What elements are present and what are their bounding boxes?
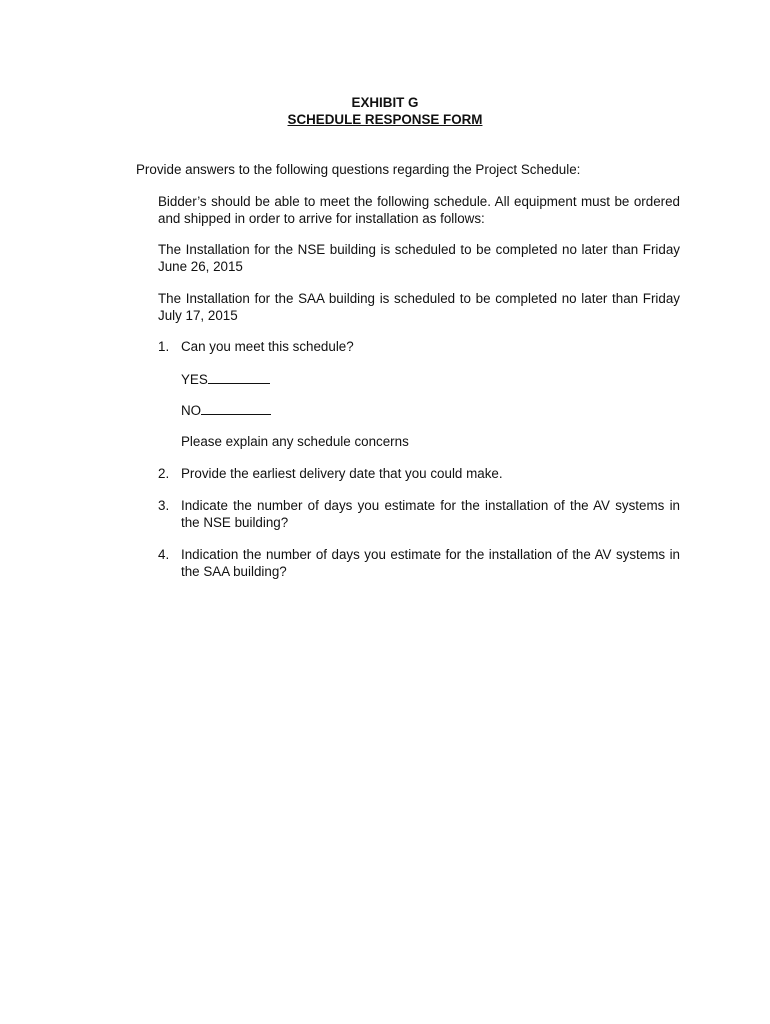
yes-label: YES (181, 372, 208, 387)
question-4-text: Indication the number of days you estimate for the installation of the AV systems in the SAA building? (181, 547, 680, 579)
explain-concerns-text: Please explain any schedule concerns (181, 434, 409, 449)
yes-answer-line (181, 370, 270, 388)
nse-installation-paragraph: The Installation for the NSE building is scheduled to be completed no later than Friday June 26, 2015 (158, 242, 680, 274)
yes-blank-field[interactable] (208, 370, 270, 384)
schedule-requirement-paragraph: Bidder’s should be able to meet the following schedule. All equipment must be ordered and shipped in order to arrive for installation as follows: (158, 194, 680, 226)
question-2-number: 2. (158, 466, 170, 481)
intro-text: Provide answers to the following questions regarding the Project Schedule: (136, 162, 581, 177)
question-4-number: 4. (158, 547, 170, 562)
question-1-number: 1. (158, 339, 170, 354)
exhibit-title: EXHIBIT G (351, 95, 419, 110)
question-2-text: Provide the earliest delivery date that you could make. (181, 466, 503, 481)
question-3-text: Indicate the number of days you estimate for the installation of the AV systems in the NSE building? (181, 498, 680, 530)
no-label: NO (181, 403, 202, 418)
saa-installation-paragraph: The Installation for the SAA building is scheduled to be completed no later than Friday July 17, 2015 (158, 291, 680, 323)
question-3-number: 3. (158, 498, 170, 513)
no-blank-field[interactable] (201, 401, 271, 415)
no-answer-line (181, 401, 271, 419)
form-title: SCHEDULE RESPONSE FORM (287, 112, 483, 127)
question-1-text: Can you meet this schedule? (181, 339, 354, 354)
